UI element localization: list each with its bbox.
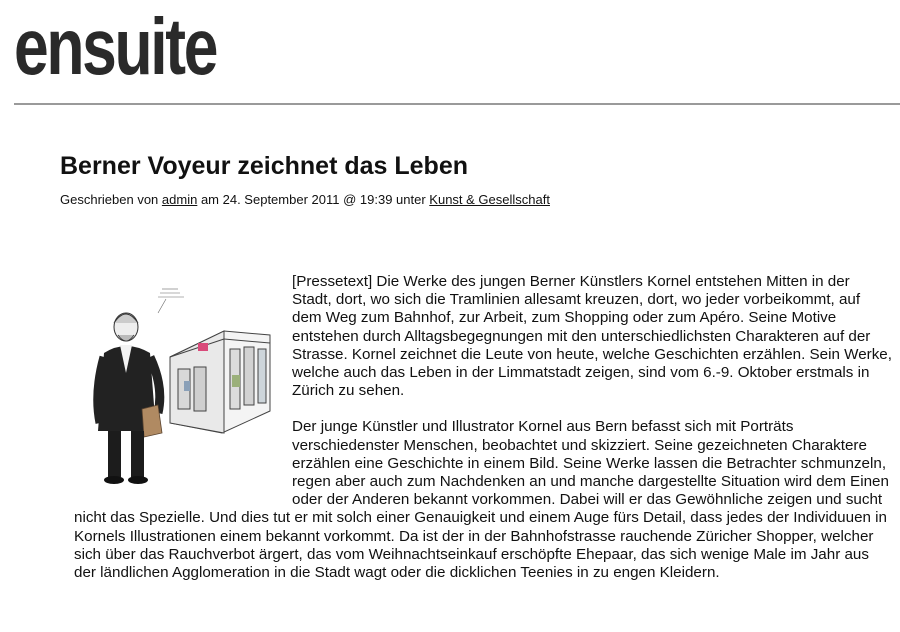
kiosk-drawing (170, 331, 270, 433)
article-meta (60, 192, 550, 207)
article-title: Berner Voyeur zeichnet das Leben (60, 152, 468, 180)
article-illustration (74, 283, 280, 501)
category-link[interactable]: Kunst & Gesellschaft (429, 192, 550, 207)
speech-scribble (158, 289, 184, 313)
man-drawing (98, 313, 162, 484)
author-link[interactable]: admin (161, 192, 198, 207)
article-body (74, 273, 892, 600)
meta-prefix: Geschrieben von (60, 192, 159, 207)
paragraph-1: [Pressetext] Die Werke des jungen Berner Künstlers Kornel entstehen Mitten in der Stadt, dort, wo sich die Tramlinien allesamt kreuzen, dort, wo jeder vorbeikommt, auf dem Weg zum Bahnhof, zur Arbeit, zum Shopping oder zum Apéro. Seine Motive entstehen durch Alltagsbegegnungen mit den unterschiedlichsten Charakteren auf der Strasse. Kornel zeichnet die Leute von heute, welche Geschichten erzählen. Sein Werke, welche auch das Leben in der Limmatstadt zeigen, sind vom 6.-9. Oktober erstmals in Zürich zu sehen. (292, 273, 892, 400)
site-logo[interactable]: ensuite (14, 2, 217, 91)
paragraph-2: Der junge Künstler und Illustrator Kornel aus Bern befasst sich mit Porträts verschiedenster Menschen, beobachtet und skizziert. Seine gezeichneten Charaktere erzählen eine Geschichte in einem Bild. Seine Werke lassen die Betrachter schmunzeln, regen aber auch zum Nachdenken an und manche dargestellte Situation wird dem Einen oder der Anderen bekannt vorkommen. Dabei will er das Gewöhnliche zeigen und sucht nicht das Spezielle. Und dies tut er mit solch einer Genauigkeit und einem Auge fürs Detail, dass jedes der Individuuen in Kornels Illustrationen einem bekannt vorkommt. Da ist der in der Bahnhofstrasse rauchende Züricher Shopper, welcher sich über das Rauchverbot ärgert, das vom Weihnachtseinkauf erschöpfte Ehepaar, das sich wenige Male im Jahr aus der ländlichen Agglomeration in die Stadt wagt oder die dicklichen Teenies in zu engen Kleidern. (74, 418, 889, 582)
header-divider (14, 103, 900, 105)
meta-date: am 24. September 2011 @ 19:39 unter (200, 192, 426, 207)
